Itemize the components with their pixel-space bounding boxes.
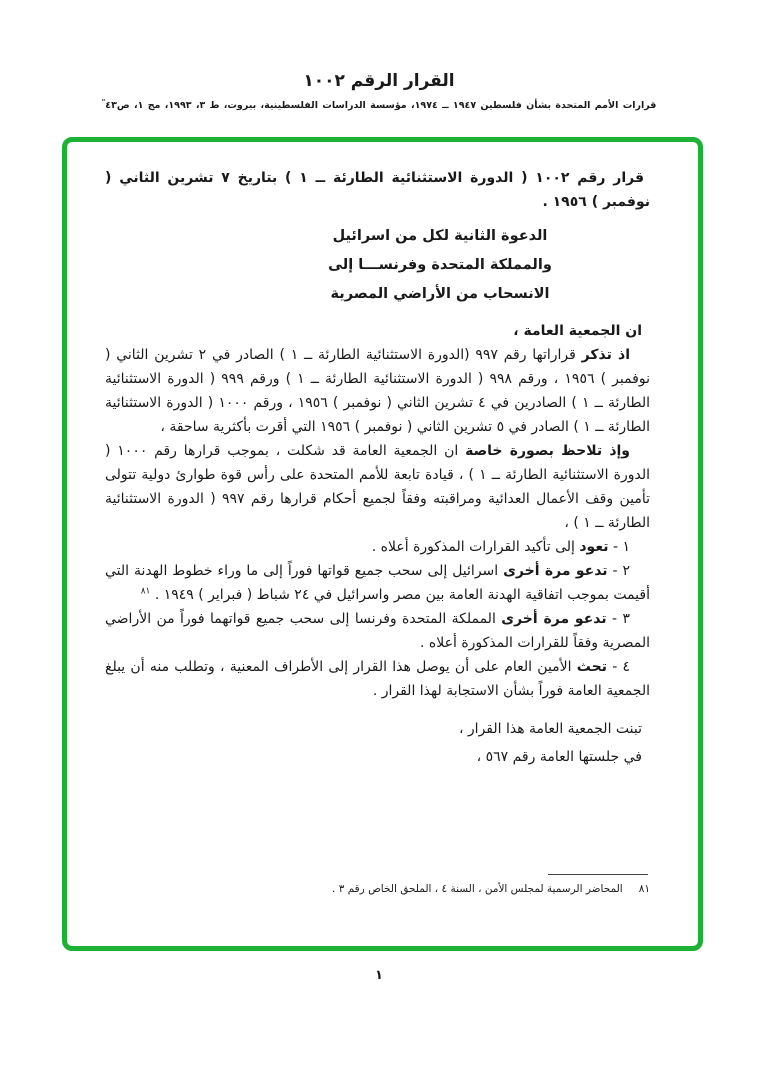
item-lead: تحث <box>576 659 607 676</box>
preamble-paragraph <box>105 343 650 439</box>
item-text: الأمين العام على أن يوصل هذا القرار إلى الأطراف المعنية ، وتطلب منه أن يبلغ الجمعية العامة فوراً بشأن الاستجابة لهذا القرار . <box>105 659 650 700</box>
resolution-heading <box>314 222 566 309</box>
assembly-line: ان الجمعية العامة ، <box>513 323 642 340</box>
footnote-number: ٨١ <box>638 883 650 896</box>
source-citation-text: قرارات الأمم المتحدة بشأن فلسطين ١٩٤٧ ــ ١٩٧٤، مؤسسة الدراسات الفلسطينية، بيروت، ط ٣، ١٩٩٣، مج ١، ص٤٣ <box>105 100 657 112</box>
operative-item <box>105 535 650 559</box>
source-citation <box>0 98 758 111</box>
source-citation-mark: " <box>101 98 106 106</box>
footnote-divider <box>548 874 648 875</box>
resolution-text <box>105 166 650 896</box>
item-text: إلى تأكيد القرارات المذكورة أعلاه . <box>371 539 575 556</box>
paragraph-text: ان الجمعية العامة قد شكلت ، بموجب قرارها رقم ١٠٠٠ ( الدورة الاستثنائية الطارئة ــ ١ ) ، قيادة تابعة للأمم المتحدة على رأس قوة طوارئ دولية تتولى تأمين وقف الأعمال العدائية ومراقبته وفقاً لجميع أحكام قرارها رقم ٩٩٧ ( الدورة الاستثنائية الطارئة ــ ١ ) ، <box>105 443 650 532</box>
resolution-heading-line: الانسحاب من الأراضي المصرية <box>330 286 550 303</box>
item-text: اسرائيل إلى سحب جميع قواتها فوراً إلى ما وراء خطوط الهدنة التي أقيمت بموجب اتفاقية الهدنة العامة بين مصر واسرائيل في ٢٤ شباط ( فبراير ) ١٩٤٩ . <box>105 563 650 604</box>
adoption-line: تبنت الجمعية العامة هذا القرار ، <box>458 721 642 738</box>
operative-item <box>105 655 650 703</box>
adoption-line: في جلستها العامة رقم ٥٦٧ ، <box>476 749 642 766</box>
resolution-heading-line: الدعوة الثانية لكل من اسرائيل <box>332 228 548 245</box>
footnote-text: المحاضر الرسمية لمجلس الأمن ، السنة ٤ ، الملحق الخاص رقم ٣ . <box>332 883 623 896</box>
item-lead: تدعو مرة أخرى <box>501 611 607 628</box>
item-number: ٣ - <box>612 611 630 628</box>
item-lead: تعود <box>579 539 609 556</box>
resolution-intro: قرار رقم ١٠٠٢ ( الدورة الاستثنائية الطارئة ــ ١ ) بتاريخ ٧ تشرين الثاني ( نوفمبر ) ١٩٥٦ . <box>105 170 650 211</box>
item-number: ٢ - <box>612 563 630 580</box>
footnote-area <box>105 856 650 896</box>
operative-item <box>105 559 650 607</box>
page-number: ١ <box>375 968 383 984</box>
item-lead: تدعو مرة أخرى <box>503 563 608 580</box>
paragraph-lead: اذ تذكر <box>581 347 631 364</box>
operative-item <box>105 607 650 655</box>
footnote-reference: ٨١ <box>140 586 151 597</box>
paragraph-lead: وإذ تلاحظ بصورة خاصة <box>465 443 631 460</box>
footnote <box>105 882 650 896</box>
paragraph-text: قراراتها رقم ٩٩٧ (الدورة الاستثنائية الطارئة ــ ١ ) الصادر في ٢ تشرين الثاني ( نوفمبر ) ١٩٥٦ ، ورقم ٩٩٨ ( الدورة الاستثنائية الطارئة ــ ١ ) ورقم ٩٩٩ ( الدورة الاستثنائية الطارئة ــ ١ ) الصادرين في ٤ تشرين الثاني ( نوفمبر ) ١٩٥٦ ، ورقم ١٠٠٠ ( الدورة الاستثنائية الطارئة ــ ١ ) الصادر في ٥ تشرين الثاني ( نوفمبر ) ١٩٥٦ التي أقرت بأكثرية ساحقة ، <box>105 347 651 436</box>
preamble-paragraph <box>105 439 650 535</box>
highlight-frame <box>62 137 703 951</box>
document-title: القرار الرقم ١٠٠٢ <box>303 71 455 91</box>
item-number: ١ - <box>612 539 630 556</box>
item-text: المملكة المتحدة وفرنسا إلى سحب جميع قواتهما فوراً من الأراضي المصرية وفقاً للقرارات المذكورة أعلاه . <box>105 611 650 652</box>
adoption-note <box>105 715 650 771</box>
item-number: ٤ - <box>612 659 630 676</box>
resolution-heading-line: والمملكة المتحدة وفرنســـا إلى <box>328 257 552 274</box>
